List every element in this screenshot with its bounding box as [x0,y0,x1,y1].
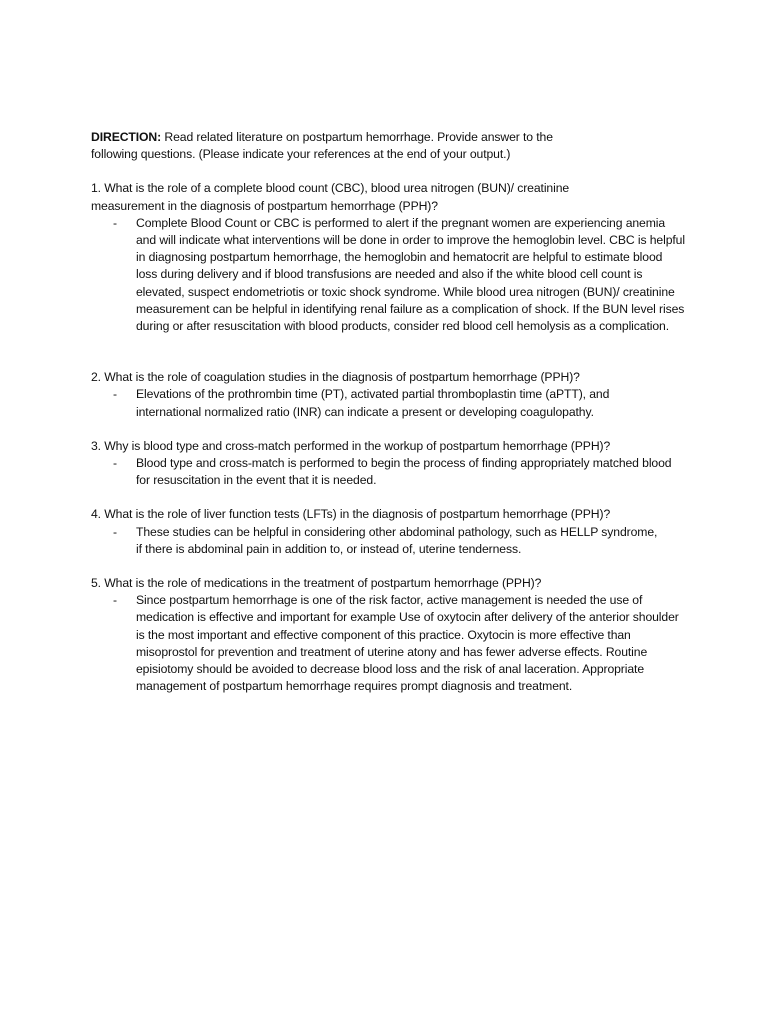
answer-4 [91,524,666,558]
spacer [91,335,691,369]
answer-list-1 [91,215,691,335]
question-3: 3. Why is blood type and cross-match performed in the workup of postpartum hemorrhage (PPH)? [91,438,611,453]
answer-3-text: Blood type and cross-match is performed to begin the process of finding appropriately matched blood for resuscitation in the event that it is needed. [136,456,672,488]
answer-2 [91,386,661,420]
bullet-dash: - [113,593,117,608]
spacer [91,489,691,506]
answer-list-4 [91,524,691,558]
spacer [91,421,691,438]
bullet-dash: - [113,215,117,230]
answer-list-2 [91,386,691,420]
answer-1-text: Complete Blood Count or CBC is performed to alert if the pregnant women are experiencing anemia and will indicate what interventions will be done in order to improve the hemoglobin level. CBC is helpful in diagnosing postpartum hemorrhage, the hemoglobin and hematocrit are helpful to estimate blood loss during delivery and if blood transfusions are needed and also if the white blood cell count is elevated, suspect endometriotis or toxic shock syndrome. While blood urea nitrogen (BUN)/ creatinine measurement can be helpful in identifying renal failure as a complication of shock. If the BUN level rises during or after resuscitation with blood products, consider red blood cell hemolysis as a complication. [136,215,685,334]
bullet-dash: - [113,524,117,539]
answer-4-text: These studies can be helpful in considering other abdominal pathology, such as HELLP syndrome, if there is abdominal pain in addition to, or instead of, uterine tenderness. [136,524,658,556]
direction-text: Read related literature on postpartum hemorrhage. Provide answer to the following questions. (Please indicate your references at the end of your output.) [91,130,553,162]
direction-label: DIRECTION: [91,130,162,144]
answer-list-3 [91,455,691,489]
answer-list-5 [91,592,691,695]
question-1: 1. What is the role of a complete blood count (CBC), blood urea nitrogen (BUN)/ creatinine measurement in the diagnosis of postpartum hemorrhage (PPH)? [91,181,570,213]
answer-5 [91,592,686,695]
spacer [91,558,691,575]
answer-5-text: Since postpartum hemorrhage is one of the risk factor, active management is needed the use of medication is effective and important for example Use of oxytocin after delivery of the anterior shoulder is the most important and effective component of this practice. Oxytocin is more effective than misoprostol for prevention and treatment of uterine atony and has fewer adverse effects. Routine episiotomy should be avoided to decrease blood loss and the risk of anal laceration. Appropriate management of postpartum hemorrhage requires prompt diagnosis and treatment. [136,593,679,694]
answer-3 [91,455,686,489]
question-2: 2. What is the role of coagulation studies in the diagnosis of postpartum hemorrhage (PPH)? [91,370,580,385]
answer-1 [91,215,686,335]
answer-2-text: Elevations of the prothrombin time (PT), activated partial thromboplastin time (aPTT), and international normalized ratio (INR) can indicate a present or developing coagulopathy. [136,387,610,419]
spacer [91,163,691,180]
bullet-dash: - [113,456,117,471]
direction-paragraph [91,129,591,163]
question-4: 4. What is the role of liver function tests (LFTs) in the diagnosis of postpartum hemorrhage (PPH)? [91,507,611,522]
question-5: 5. What is the role of medications in the treatment of postpartum hemorrhage (PPH)? [91,576,542,591]
document-content [91,129,691,695]
bullet-dash: - [113,387,117,402]
